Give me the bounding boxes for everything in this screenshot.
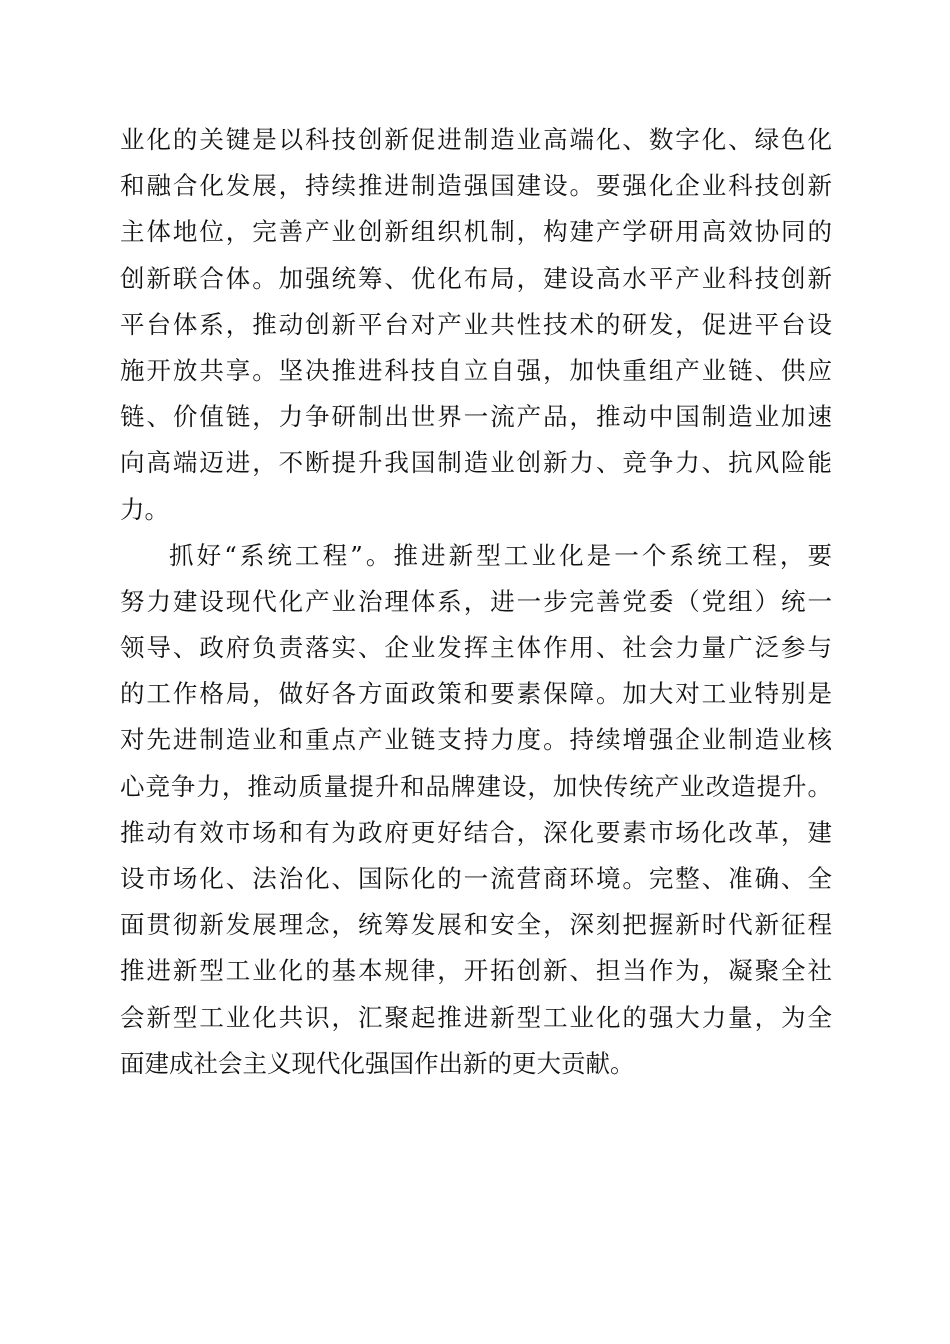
paragraph-line: 创新联合体。加强统筹、优化布局，建设高水平产业科技创新 [120, 263, 832, 293]
paragraph-line: 业化的关键是以科技创新促进制造业高端化、数字化、绿色化 [120, 125, 832, 154]
paragraph-line: 抓好“系统工程”。推进新型工业化是一个系统工程，要 [169, 540, 832, 570]
paragraph-line: 的工作格局，做好各方面政策和要素保障。加大对工业特别是 [120, 679, 832, 709]
paragraph-line: 心竞争力，推动质量提升和品牌建设，加快传统产业改造提升。 [120, 771, 832, 801]
paragraph-line: 努力建设现代化产业治理体系，进一步完善党委（党组）统一 [120, 586, 832, 616]
paragraph-line: 面贯彻新发展理念，统筹发展和安全，深刻把握新时代新征程 [120, 910, 832, 940]
paragraph-line: 施开放共享。坚决推进科技自立自强，加快重组产业链、供应 [120, 355, 832, 385]
paragraph-line: 设市场化、法治化、国际化的一流营商环境。完整、准确、全 [120, 864, 832, 893]
paragraph-line: 对先进制造业和重点产业链支持力度。持续增强企业制造业核 [120, 725, 832, 755]
paragraph-line: 推动有效市场和有为政府更好结合，深化要素市场化改革，建 [120, 817, 832, 847]
paragraph-line: 面建成社会主义现代化强国作出新的更大贡献。 [120, 1048, 635, 1078]
paragraph-line: 会新型工业化共识，汇聚起推进新型工业化的强大力量，为全 [120, 1002, 832, 1032]
paragraph-line: 平台体系，推动创新平台对产业共性技术的研发，促进平台设 [120, 309, 832, 339]
paragraph-line: 和融合化发展，持续推进制造强国建设。要强化企业科技创新 [120, 171, 832, 201]
paragraph-2 [120, 533, 832, 1087]
paragraph-line: 链、价值链，力争研制出世界一流产品，推动中国制造业加速 [120, 402, 832, 432]
paragraph-line: 主体地位，完善产业创新组织机制，构建产学研用高效协同的 [120, 217, 832, 247]
paragraph-line: 向高端迈进，不断提升我国制造业创新力、竞争力、抗风险能 [120, 448, 832, 478]
paragraph-line: 领导、政府负责落实、企业发挥主体作用、社会力量广泛参与 [120, 633, 832, 663]
paragraph-line: 力。 [120, 494, 169, 524]
paragraph-1 [120, 117, 832, 533]
paragraph-line: 推进新型工业化的基本规律，开拓创新、担当作为，凝聚全社 [120, 956, 832, 986]
body-text [120, 117, 832, 1087]
